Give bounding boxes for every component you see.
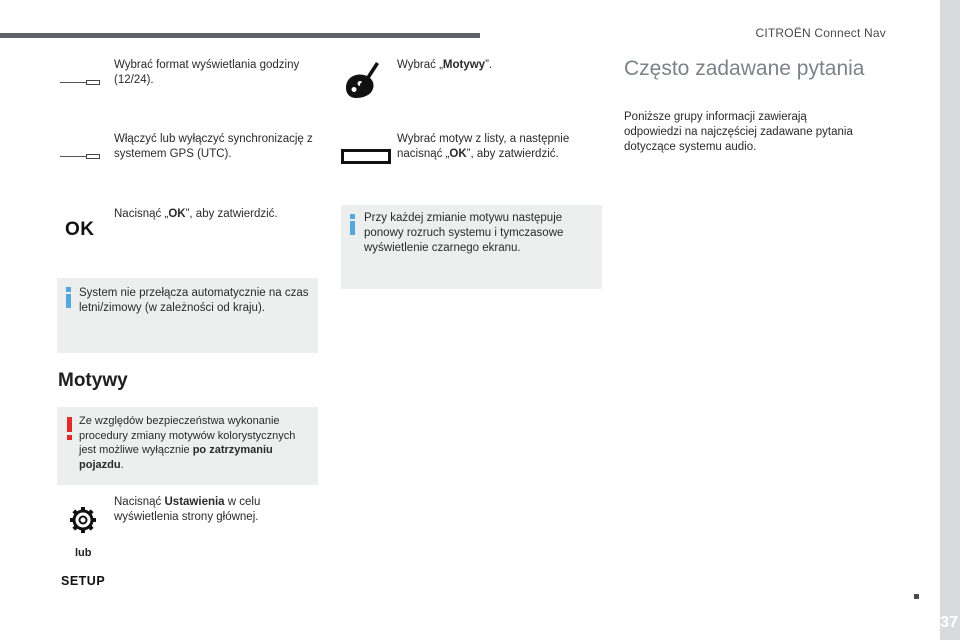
- ok-icon: OK: [65, 219, 95, 240]
- header-bar: [0, 33, 480, 38]
- slider-handle-icon: [86, 80, 100, 85]
- palette-brush-icon: [342, 60, 382, 104]
- toggle-handle-icon: [86, 154, 100, 159]
- info-text: System nie przełącza automatycznie na czas letni/zimowy (w zależności od kraju).: [79, 287, 309, 314]
- slider-line-icon: [60, 82, 88, 83]
- list-item-icon: [341, 149, 391, 164]
- faq-title: Często zadawane pytania: [624, 57, 865, 80]
- step-text: Wybrać motyw z listy, a następnie nacisnąć „OK”, aby zatwierdzić.: [397, 133, 570, 160]
- brand-label: CITROËN Connect Nav: [755, 26, 886, 40]
- info-text: Przy każdej zmianie motywu następuje ponowy rozruch systemu i tymczasowe wyświetlenie czarnego ekranu.: [364, 212, 564, 254]
- faq-intro-text: Poniższe grupy informacji zawierają odpowiedzi na najczęściej zadawane pytania dotyczące systemu audio.: [624, 111, 853, 153]
- page-number: 37: [940, 614, 958, 631]
- gear-icon: [69, 506, 97, 534]
- page-edge-tab: [940, 0, 960, 640]
- setup-label: SETUP: [61, 574, 106, 588]
- step-text: Włączyć lub wyłączyć synchronizację z systemem GPS (UTC).: [114, 133, 313, 160]
- or-label: lub: [75, 547, 92, 559]
- step-text: Nacisnąć „OK”, aby zatwierdzić.: [114, 208, 278, 220]
- info-box: [341, 205, 602, 289]
- info-box: [57, 278, 318, 353]
- section-title: Motywy: [58, 370, 128, 391]
- warning-box: [57, 407, 318, 485]
- step-text: Wybrać format wyświetlania godziny (12/24).: [114, 59, 300, 86]
- step-text: Wybrać „Motywy”.: [397, 59, 493, 71]
- warning-text: Ze względów bezpieczeństwa wykonanie procedury zmiany motywów kolorystycznych jest możliwe wyłącznie po zatrzymaniu pojazdu.: [79, 415, 296, 471]
- toggle-line-icon: [60, 156, 88, 157]
- page-marker: [914, 594, 919, 599]
- step-text: Nacisnąć Ustawienia w celu wyświetlenia strony głównej.: [114, 496, 261, 523]
